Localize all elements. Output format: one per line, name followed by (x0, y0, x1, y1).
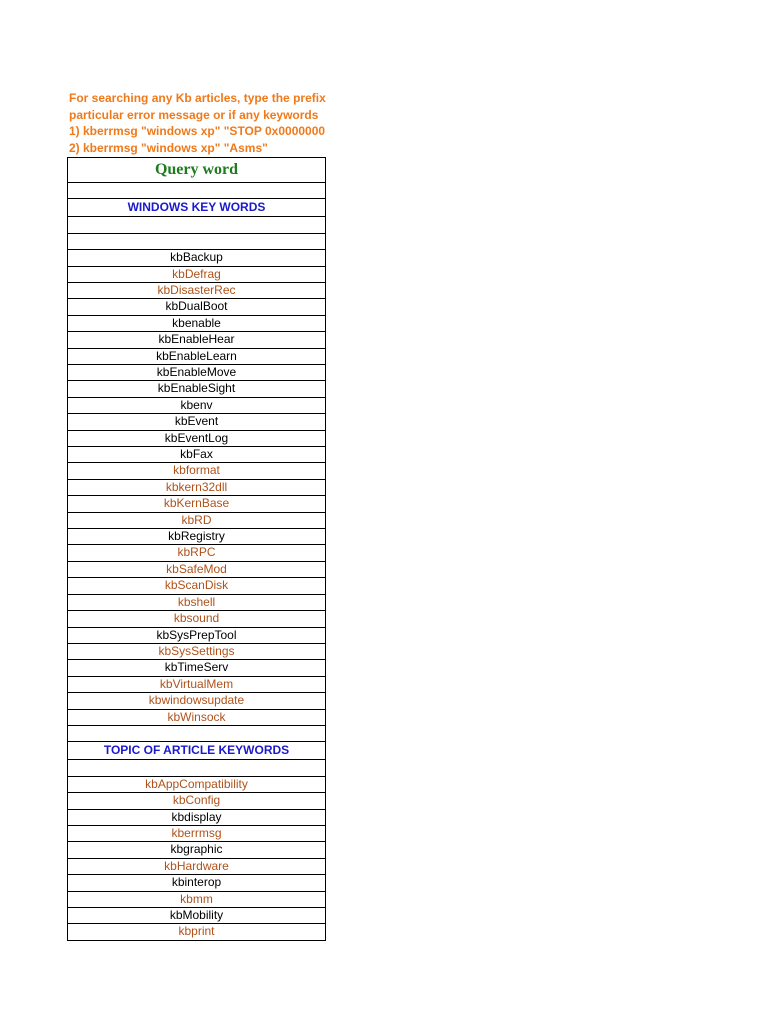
keyword-cell: kberrmsg (68, 825, 326, 841)
table-row (68, 365, 326, 381)
keyword-cell: kbEvent (68, 414, 326, 430)
keyword-cell: kbEnableSight (68, 381, 326, 397)
table-row (68, 924, 326, 940)
keyword-cell: kbTimeServ (68, 660, 326, 676)
keyword-cell: kbRegistry (68, 529, 326, 545)
table-row (68, 529, 326, 545)
blank-cell (68, 725, 326, 741)
blank-row (68, 183, 326, 199)
query-word-header: Query word (68, 158, 326, 183)
table-row (68, 397, 326, 413)
keyword-cell: kbConfig (68, 793, 326, 809)
table-row (68, 594, 326, 610)
table-row (68, 643, 326, 659)
table-row (68, 463, 326, 479)
keyword-cell: kbEnableMove (68, 365, 326, 381)
keyword-cell: kbSysPrepTool (68, 627, 326, 643)
section-heading: WINDOWS KEY WORDS (68, 199, 326, 217)
keyword-cell: kbHardware (68, 858, 326, 874)
keyword-cell: kbmm (68, 891, 326, 907)
keyword-cell: kbEnableLearn (68, 348, 326, 364)
blank-cell (68, 233, 326, 249)
keyword-cell: kbRPC (68, 545, 326, 561)
table-row (68, 381, 326, 397)
keyword-cell: kbMobility (68, 907, 326, 923)
table-row (68, 496, 326, 512)
keyword-cell: kbScanDisk (68, 578, 326, 594)
blank-row (68, 217, 326, 233)
table-row (68, 414, 326, 430)
blank-row (68, 725, 326, 741)
instructions-block (69, 90, 327, 156)
table-header-row (68, 158, 326, 183)
keyword-cell: kbSysSettings (68, 643, 326, 659)
table-row (68, 545, 326, 561)
table-row (68, 709, 326, 725)
table-row (68, 348, 326, 364)
table-row (68, 266, 326, 282)
table-row (68, 512, 326, 528)
table-row (68, 611, 326, 627)
keyword-cell: kbEventLog (68, 430, 326, 446)
table-row (68, 891, 326, 907)
blank-cell (68, 760, 326, 776)
table-row (68, 282, 326, 298)
table-row (68, 578, 326, 594)
blank-cell (68, 217, 326, 233)
instruction-line: 1) kberrmsg "windows xp" "STOP 0x0000000 (69, 124, 326, 139)
keyword-cell: kbgraphic (68, 842, 326, 858)
table-row (68, 825, 326, 841)
keyword-cell: kbVirtualMem (68, 676, 326, 692)
keyword-cell: kbSafeMod (68, 561, 326, 577)
keyword-cell: kbDisasterRec (68, 282, 326, 298)
keyword-cell: kbKernBase (68, 496, 326, 512)
keyword-cell: kbshell (68, 594, 326, 610)
table-row (68, 875, 326, 891)
table-row (68, 250, 326, 266)
keyword-cell: kbprint (68, 924, 326, 940)
table-row (68, 693, 326, 709)
keyword-cell: kbWinsock (68, 709, 326, 725)
blank-cell (68, 183, 326, 199)
table-row (68, 793, 326, 809)
table-row (68, 776, 326, 792)
keyword-cell: kbsound (68, 611, 326, 627)
keyword-cell: kbenable (68, 315, 326, 331)
keyword-cell: kbkern32dll (68, 479, 326, 495)
keyword-cell: kbenv (68, 397, 326, 413)
keyword-cell: kbRD (68, 512, 326, 528)
keyword-cell: kbDefrag (68, 266, 326, 282)
keyword-cell: kbEnableHear (68, 332, 326, 348)
instruction-line: 2) kberrmsg "windows xp" "Asms" (69, 140, 268, 155)
section-row (68, 742, 326, 760)
keyword-cell: kbdisplay (68, 809, 326, 825)
section-heading: TOPIC OF ARTICLE KEYWORDS (68, 742, 326, 760)
table-row (68, 907, 326, 923)
table-row (68, 447, 326, 463)
keyword-cell: kbinterop (68, 875, 326, 891)
table-row (68, 479, 326, 495)
table-row (68, 430, 326, 446)
spreadsheet-viewport (0, 0, 327, 1024)
table-row (68, 809, 326, 825)
table-row (68, 315, 326, 331)
keyword-cell: kbAppCompatibility (68, 776, 326, 792)
keyword-cell: kbwindowsupdate (68, 693, 326, 709)
blank-row (68, 233, 326, 249)
table-row (68, 858, 326, 874)
keyword-cell: kbDualBoot (68, 299, 326, 315)
keyword-cell: kbFax (68, 447, 326, 463)
keyword-table (67, 157, 326, 941)
section-row (68, 199, 326, 217)
table-row (68, 561, 326, 577)
table-row (68, 299, 326, 315)
instruction-line: For searching any Kb articles, type the prefix (69, 91, 326, 105)
table-row (68, 842, 326, 858)
table-row (68, 627, 326, 643)
keyword-cell: kbformat (68, 463, 326, 479)
blank-row (68, 760, 326, 776)
table-row (68, 676, 326, 692)
table-row (68, 332, 326, 348)
instruction-line: particular error message or if any keywords (69, 107, 319, 122)
keyword-cell: kbBackup (68, 250, 326, 266)
table-row (68, 660, 326, 676)
